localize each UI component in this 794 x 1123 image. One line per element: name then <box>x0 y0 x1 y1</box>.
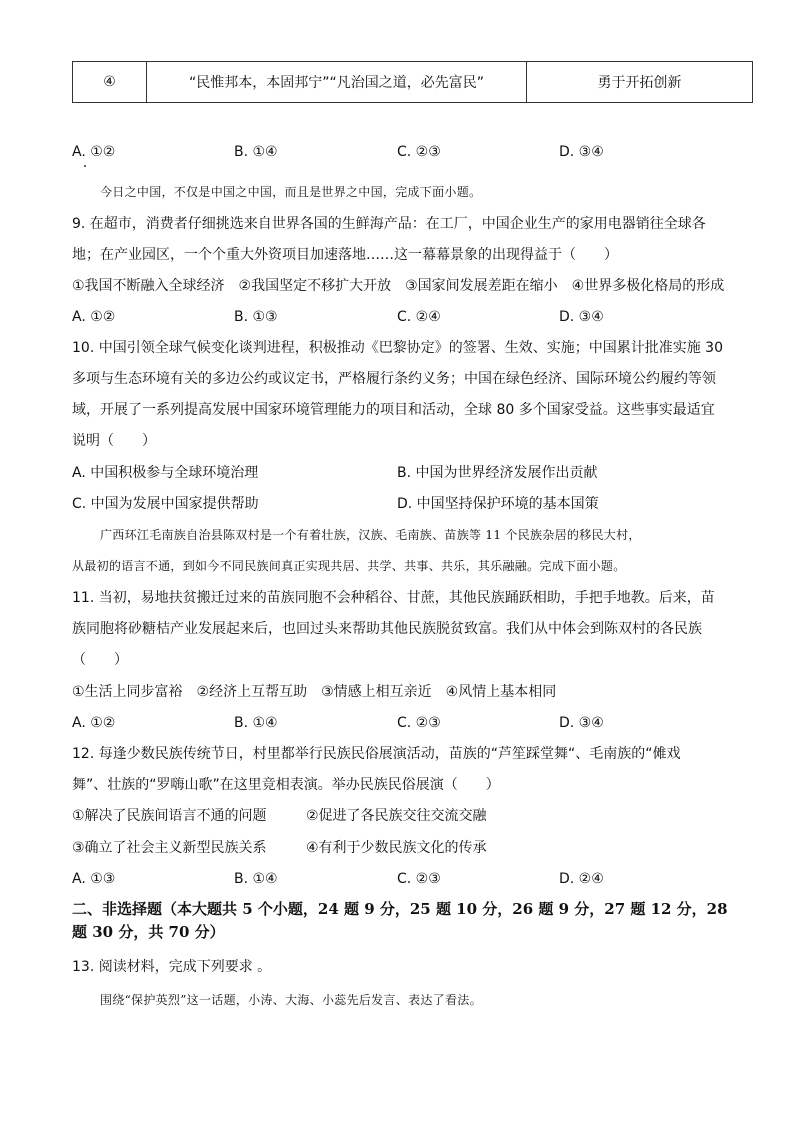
q11-option-d[interactable]: D. ③④ <box>559 715 604 731</box>
table-cell-meaning: 勇于开拓创新 <box>527 62 753 103</box>
q8-option-a[interactable]: A. ①② <box>72 144 116 160</box>
q8-option-c[interactable]: C. ②③ <box>397 144 441 160</box>
q12-statement-1: ①解决了民族间语言不通的问题 <box>72 808 267 824</box>
intro-paragraph-2-line-2: 从最初的语言不通，到如今不同民族间真正实现共居、共学、共事、共乐，其乐融融。完成下面小题。 <box>72 559 626 573</box>
section-heading-line-2: 题 30 分，共 70 分） <box>72 923 225 941</box>
table-cell-quote: “民惟邦本，本固邦宁”“凡治国之道，必先富民” <box>147 62 527 103</box>
q10-stem-line-1: 10. 中国引领全球气候变化谈判进程，积极推动《巴黎协定》的签署、生效、实施；中国累计批准实施 30 <box>72 340 723 356</box>
q12-stem-line-2: 舞”、壮族的“罗嗨山歌”在这里竞相表演。举办民族民俗展演（ ） <box>72 777 500 793</box>
q12-option-d[interactable]: D. ②④ <box>559 871 604 887</box>
q9-stem-line-1: 9. 在超市，消费者仔细挑选来自世界各国的生鲜海产品：在工厂，中国企业生产的家用电器销往全球各 <box>72 216 706 232</box>
intro-paragraph-2-line-1: 广西环江毛南族自治县陈双村是一个有着壮族，汉族、毛南族、苗族等 11 个民族杂居的移民大村， <box>100 528 641 542</box>
q9-statements: ①我国不断融入全球经济 ②我国坚定不移扩大开放 ③国家间发展差距在缩小 ④世界多极化格局的形成 <box>72 278 725 294</box>
q8-option-b[interactable]: B. ①④ <box>234 144 278 160</box>
q13-stem: 13. 阅读材料，完成下列要求 。 <box>72 959 272 975</box>
q10-option-d[interactable]: D. 中国坚持保护环境的基本国策 <box>397 496 599 512</box>
answer-table <box>72 61 753 103</box>
q12-option-c[interactable]: C. ②③ <box>397 871 441 887</box>
q10-stem-line-2: 多项与生态环境有关的多边公约或议定书，严格履行条约义务；中国在绿色经济、国际环境公约履约等领 <box>72 371 716 387</box>
q8-option-d[interactable]: D. ③④ <box>559 144 604 160</box>
section-heading-line-1: 二、非选择题（本大题共 5 个小题，24 题 9 分，25 题 10 分，26 题 9 分，27 题 12 分，28 <box>72 900 728 918</box>
stray-dot <box>84 165 86 167</box>
q11-stem-line-3: （ ） <box>72 652 128 668</box>
q10-option-b[interactable]: B. 中国为世界经济发展作出贡献 <box>397 465 598 481</box>
q9-option-d[interactable]: D. ③④ <box>559 309 604 325</box>
intro-paragraph-1: 今日之中国，不仅是中国之中国，而且是世界之中国，完成下面小题。 <box>100 185 482 199</box>
q11-option-a[interactable]: A. ①② <box>72 715 116 731</box>
table-row <box>73 62 753 103</box>
q9-option-b[interactable]: B. ①③ <box>234 309 278 325</box>
q11-stem-line-2: 族同胞将砂糖桔产业发展起来后，也回过头来帮助其他民族脱贫致富。我们从中体会到陈双村的各民族 <box>72 621 702 637</box>
q13-material-intro: 围绕“保护英烈”这一话题，小涛、大海、小蕊先后发言、表达了看法。 <box>100 993 482 1007</box>
q11-option-c[interactable]: C. ②③ <box>397 715 441 731</box>
q11-statements: ①生活上同步富裕 ②经济上互帮互助 ③情感上相互亲近 ④风情上基本相同 <box>72 684 557 700</box>
q10-option-a[interactable]: A. 中国积极参与全球环境治理 <box>72 465 259 481</box>
q9-option-c[interactable]: C. ②④ <box>397 309 441 325</box>
q12-option-a[interactable]: A. ①③ <box>72 871 116 887</box>
q11-option-b[interactable]: B. ①④ <box>234 715 278 731</box>
q12-option-b[interactable]: B. ①④ <box>234 871 278 887</box>
q9-option-a[interactable]: A. ①② <box>72 309 116 325</box>
q12-stem-line-1: 12. 每逢少数民族传统节日，村里都举行民族民俗展演活动，苗族的“芦笙踩堂舞“、毛南族的“傩戏 <box>72 746 681 762</box>
q10-option-c[interactable]: C. 中国为发展中国家提供帮助 <box>72 496 259 512</box>
q10-stem-line-4: 说明（ ） <box>72 433 156 449</box>
q12-statement-2: ②促进了各民族交往交流交融 <box>306 808 487 824</box>
q12-statement-4: ④有利于少数民族文化的传承 <box>306 840 487 856</box>
q10-stem-line-3: 域，开展了一系列提高发展中国家环境管理能力的项目和活动，全球 80 多个国家受益。这些事实最适宜 <box>72 402 715 418</box>
q9-stem-line-2: 地；在产业园区，一个个重大外资项目加速落地……这一幕幕景象的出现得益于（ ） <box>72 247 618 263</box>
table-cell-number: ④ <box>73 62 147 103</box>
q12-statement-3: ③确立了社会主义新型民族关系 <box>72 840 267 856</box>
q11-stem-line-1: 11. 当初，易地扶贫搬迁过来的苗族同胞不会种稻谷、甘蔗，其他民族踊跃相助，手把手地教。后来，苗 <box>72 590 715 606</box>
